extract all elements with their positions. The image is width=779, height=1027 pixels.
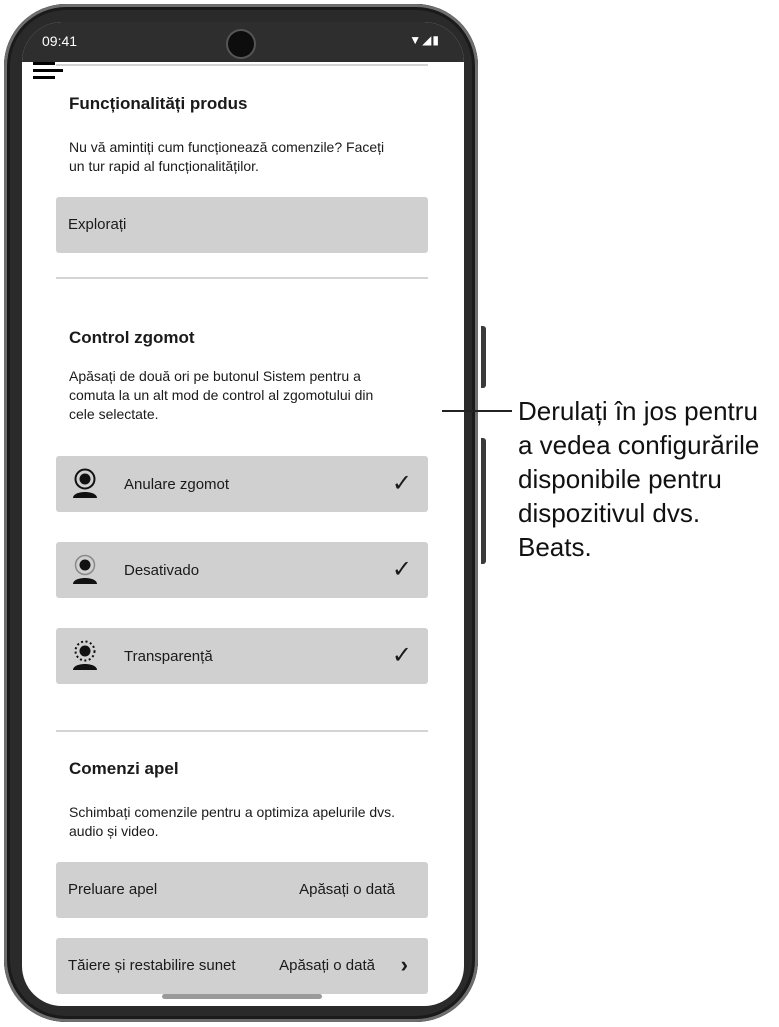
divider — [56, 64, 428, 66]
noise-control-title: Control zgomot — [69, 328, 195, 347]
mode-label: Transparență — [124, 648, 213, 665]
callout-leader-line — [442, 410, 512, 412]
call-controls-description: Schimbați comenzile pentru a optimiza apelurile dvs. audio și video. — [69, 804, 396, 839]
answer-call-row[interactable] — [56, 862, 428, 918]
mode-label: Desativado — [124, 562, 200, 579]
home-indicator[interactable] — [162, 994, 322, 999]
noise-control-description: Apăsați de două ori pe butonul Sistem pentru a comuta la un alt mod de control al zgomotului din cele selectate. — [69, 368, 374, 422]
volume-button — [481, 326, 486, 388]
row-label: Tăiere și restabilire sunet — [68, 957, 236, 974]
mode-label: Anulare zgomot — [124, 476, 230, 493]
mode-transparency[interactable] — [56, 628, 428, 684]
camera-icon — [228, 31, 254, 57]
signal-battery-icon: ▼◢▮ — [409, 33, 440, 47]
explore-label: Explorați — [68, 216, 127, 233]
status-bar — [22, 22, 464, 62]
noise-cancellation-icon — [70, 468, 100, 500]
off-mode-icon — [70, 554, 100, 586]
mute-unmute-row[interactable] — [56, 938, 428, 994]
power-button — [481, 438, 486, 564]
phone-screen — [22, 22, 464, 1006]
row-label: Preluare apel — [68, 881, 158, 898]
divider — [56, 730, 428, 732]
row-value: Apăsați o dată — [279, 957, 375, 974]
mode-noise-cancellation[interactable] — [56, 456, 428, 512]
features-title: Funcționalități produs — [69, 94, 248, 113]
status-time: 09:41 — [42, 33, 78, 49]
divider — [56, 277, 428, 279]
mode-off[interactable] — [56, 542, 428, 598]
callout-text: Derulați în jos pentru a vedea configurările disponibile pentru dispozitivul dvs. Beats. — [518, 396, 760, 562]
chevron-right-icon: › — [400, 952, 408, 977]
call-controls-title: Comenzi apel — [69, 759, 179, 778]
row-value: Apăsați o dată — [299, 881, 395, 898]
explore-button[interactable] — [56, 197, 428, 253]
checkmark-icon: ✓ — [391, 470, 412, 497]
checkmark-icon: ✓ — [391, 556, 412, 583]
checkmark-icon: ✓ — [391, 642, 412, 669]
features-description: Nu vă amintiți cum funcționează comenzile? Faceți un tur rapid al funcționalităților. — [69, 139, 385, 174]
transparency-icon — [70, 640, 100, 672]
